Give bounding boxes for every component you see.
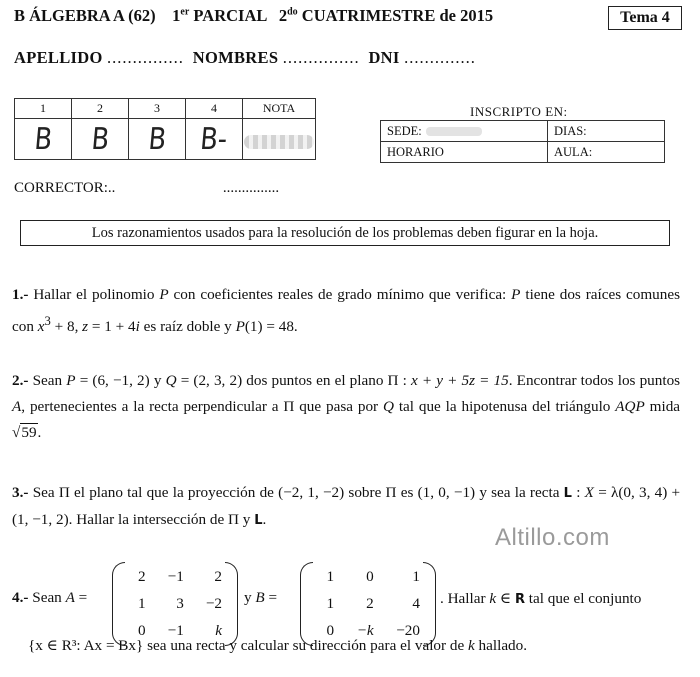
dias-label: DIAS: — [554, 123, 587, 138]
grade-header-4: 4 — [186, 99, 243, 119]
problem-2-text-e: , pertenecientes a la recta perpendicular a Π que pasa por — [21, 398, 379, 415]
problem-2-text-h: . — [37, 424, 42, 441]
matrix-b-cell: 2 — [366, 595, 374, 612]
problem-1-exponent: 3 — [44, 314, 51, 328]
inscripto-title: INSCRIPTO EN: — [470, 104, 568, 119]
problem-3-text-b: : — [576, 484, 581, 501]
grade-value-4: B- — [199, 121, 229, 157]
corrector-field[interactable]: ............... — [222, 180, 280, 196]
grade-cell-3 — [129, 119, 186, 160]
grade-cell-2 — [72, 119, 129, 160]
problem-4-var-k2: k — [468, 637, 475, 654]
sqrt-symbol: √ — [12, 424, 21, 441]
parcial-number: 1 — [172, 6, 181, 25]
problem-4-text-b: . Hallar — [440, 590, 486, 607]
problem-2-text-c: = (2, 3, 2) dos puntos en el plano Π : — [180, 372, 407, 389]
problem-4-text-f: hallado. — [478, 637, 528, 654]
problem-4-text-a: Sean — [32, 589, 62, 606]
matrix-b-cell: 1 — [412, 568, 420, 585]
problem-4-var-a: A — [65, 589, 75, 606]
cuatrimestre-superscript: do — [287, 6, 298, 18]
watermark: Altillo.com — [495, 524, 610, 551]
problem-2-plane-eq: x + y + 5z = 15 — [411, 372, 509, 389]
horario-label: HORARIO — [387, 144, 444, 159]
problem-1-var-p3: P — [235, 318, 245, 336]
matrix-b-cell: −20 — [396, 622, 420, 639]
problem-1-var-i: i — [135, 318, 140, 336]
grade-value-1: B — [32, 121, 54, 157]
grade-value-3: B — [146, 121, 168, 157]
problem-3-text-d: . — [262, 511, 267, 528]
matrix-a-cell: 2 — [214, 568, 222, 585]
problem-1 — [12, 282, 680, 340]
apellido-label: APELLIDO — [14, 48, 103, 67]
matrix-a-cell: 0 — [138, 622, 146, 639]
problem-4-tail — [440, 589, 641, 608]
dni-label: DNI — [368, 48, 400, 67]
corrector-line — [14, 180, 279, 197]
problem-3-text-a: Sea Π el plano tal que la proyección de (−2, 1, −2) sobre Π es (1, 0, −1) y sea la recta — [32, 484, 560, 501]
exam-header — [14, 6, 493, 26]
grade-value-2: B — [89, 121, 111, 157]
matrix-b-cell: 4 — [412, 595, 420, 612]
problem-4-y: y — [244, 589, 252, 606]
grades-table — [14, 98, 316, 160]
cuatrimestre-number: 2 — [278, 6, 288, 25]
problem-4-var-b: B — [255, 589, 265, 606]
problem-4-reals: R — [514, 592, 525, 607]
aula-label: AULA: — [554, 144, 593, 159]
problem-4-eq: = — [78, 589, 88, 606]
parcial-superscript: er — [180, 6, 190, 18]
grade-header-3: 3 — [129, 99, 186, 119]
problem-2-number: 2.- — [12, 372, 29, 389]
problem-4-text-d: tal que el conjunto — [528, 590, 642, 607]
corrector-label: CORRECTOR:.. — [14, 180, 116, 196]
nombres-label: NOMBRES — [192, 48, 279, 67]
problem-4-number: 4.- — [12, 589, 29, 606]
matrix-b-cell-k: −k — [356, 622, 374, 639]
matrix-a-cell: 3 — [176, 595, 184, 612]
problem-2-triangle: AQP — [615, 398, 645, 415]
dni-field[interactable]: .............. — [404, 48, 476, 67]
problem-1-var-p: P — [159, 286, 169, 303]
problem-3-number: 3.- — [12, 484, 29, 501]
matrix-a-cell: 1 — [138, 595, 146, 612]
problem-4-text-e: sea una recta y calcular su dirección para el valor de — [147, 637, 465, 654]
problem-3-line-symbol: L — [563, 486, 572, 501]
matrix-a-grid — [122, 564, 228, 643]
matrix-a-cell: −1 — [167, 568, 184, 585]
matrix-b-grid — [310, 564, 426, 643]
matrix-a-cell: 2 — [138, 568, 146, 585]
problem-3-text-c: = λ(0, 3, 4) + (1, −1, 2). Hallar la intersección de Π y — [12, 484, 681, 528]
problem-2-var-a: A — [12, 398, 22, 415]
problem-1-text-g: (1) = 48. — [244, 318, 298, 336]
matrix-b-cell: 1 — [326, 595, 335, 612]
grade-cell-nota — [243, 119, 316, 160]
problem-4-set: {x ∈ R³: Ax = Bx} — [28, 637, 144, 654]
problem-2-text-f: tal que la hipotenusa del triángulo — [398, 398, 611, 415]
tema-box: Tema 4 — [608, 6, 682, 30]
student-info-line — [14, 48, 476, 68]
problem-4-eq2: = — [268, 589, 278, 606]
problem-4-var-k: k — [489, 590, 497, 607]
problem-1-var-z: z — [82, 318, 89, 336]
sqrt-radicand: 59 — [21, 424, 37, 441]
grade-header-2: 2 — [72, 99, 129, 119]
problem-4-in: ∈ — [499, 590, 512, 607]
matrix-a-cell-k: k — [215, 622, 222, 639]
nombres-field[interactable]: ............... — [282, 48, 360, 67]
problem-1-var-x: x — [37, 318, 45, 336]
problem-1-text-b: con coeficientes reales de grado mínimo que verifica: — [173, 286, 507, 303]
problem-3-var-x: X — [584, 484, 594, 501]
matrix-b-cell: 0 — [326, 622, 335, 639]
problem-1-text-e: = 1 + 4 — [91, 318, 136, 336]
matrix-b-cell: 1 — [326, 568, 335, 585]
grade-cell-4 — [186, 119, 243, 160]
matrix-b-cell: 0 — [366, 568, 374, 585]
inscripto-table — [380, 120, 665, 163]
instructions-notice: Los razonamientos usados para la resolución de los problemas deben figurar en la hoja. — [20, 220, 670, 246]
problem-2-var-p: P — [66, 372, 76, 389]
grade-cell-1 — [15, 119, 72, 160]
problem-3-line-symbol-2: L — [254, 513, 263, 528]
problem-4-intro — [12, 589, 87, 607]
problem-2-text-a: Sean — [32, 372, 63, 389]
problem-1-number: 1.- — [12, 286, 29, 303]
matrix-a — [112, 562, 238, 644]
sede-redacted — [426, 127, 482, 136]
aula-cell — [548, 142, 665, 163]
problem-2-text-b: = (6, −1, 2) y — [79, 372, 162, 389]
course-title: B ÁLGEBRA A (62) — [14, 6, 156, 25]
matrix-b — [300, 562, 436, 644]
grade-header-1: 1 — [15, 99, 72, 119]
matrix-a-cell: −2 — [205, 595, 222, 612]
problem-4-last-line — [28, 636, 527, 655]
sede-label: SEDE: — [387, 123, 422, 138]
matrix-b-right-paren — [423, 562, 436, 646]
problem-2-var-q2: Q — [382, 398, 394, 415]
dias-cell — [548, 121, 665, 142]
problem-1-var-p2: P — [511, 286, 521, 303]
problem-2-var-q: Q — [165, 372, 177, 389]
matrix-a-cell: −1 — [167, 622, 184, 639]
nota-redacted — [244, 135, 314, 149]
problem-1-text-f: es raíz doble y — [143, 318, 232, 336]
problem-2 — [12, 368, 680, 446]
sede-cell — [381, 121, 548, 142]
matrix-a-right-paren — [225, 562, 238, 646]
grade-header-nota: NOTA — [243, 99, 316, 119]
problem-2-text-g: mida — [649, 398, 681, 415]
horario-cell — [381, 142, 548, 163]
problem-4-mid — [244, 589, 277, 607]
problem-2-text-d: . Encontrar todos los puntos — [508, 372, 681, 389]
problem-1-text-a: Hallar el polinomio — [33, 286, 155, 303]
apellido-field[interactable]: ............... — [107, 48, 184, 67]
cuatrimestre-label: CUATRIMESTRE de 2015 — [301, 6, 494, 25]
problem-1-text-c: tiene dos raíces comunes con — [12, 286, 681, 336]
problem-1-text-d: + 8, — [54, 318, 79, 336]
parcial-label: PARCIAL — [193, 6, 267, 25]
